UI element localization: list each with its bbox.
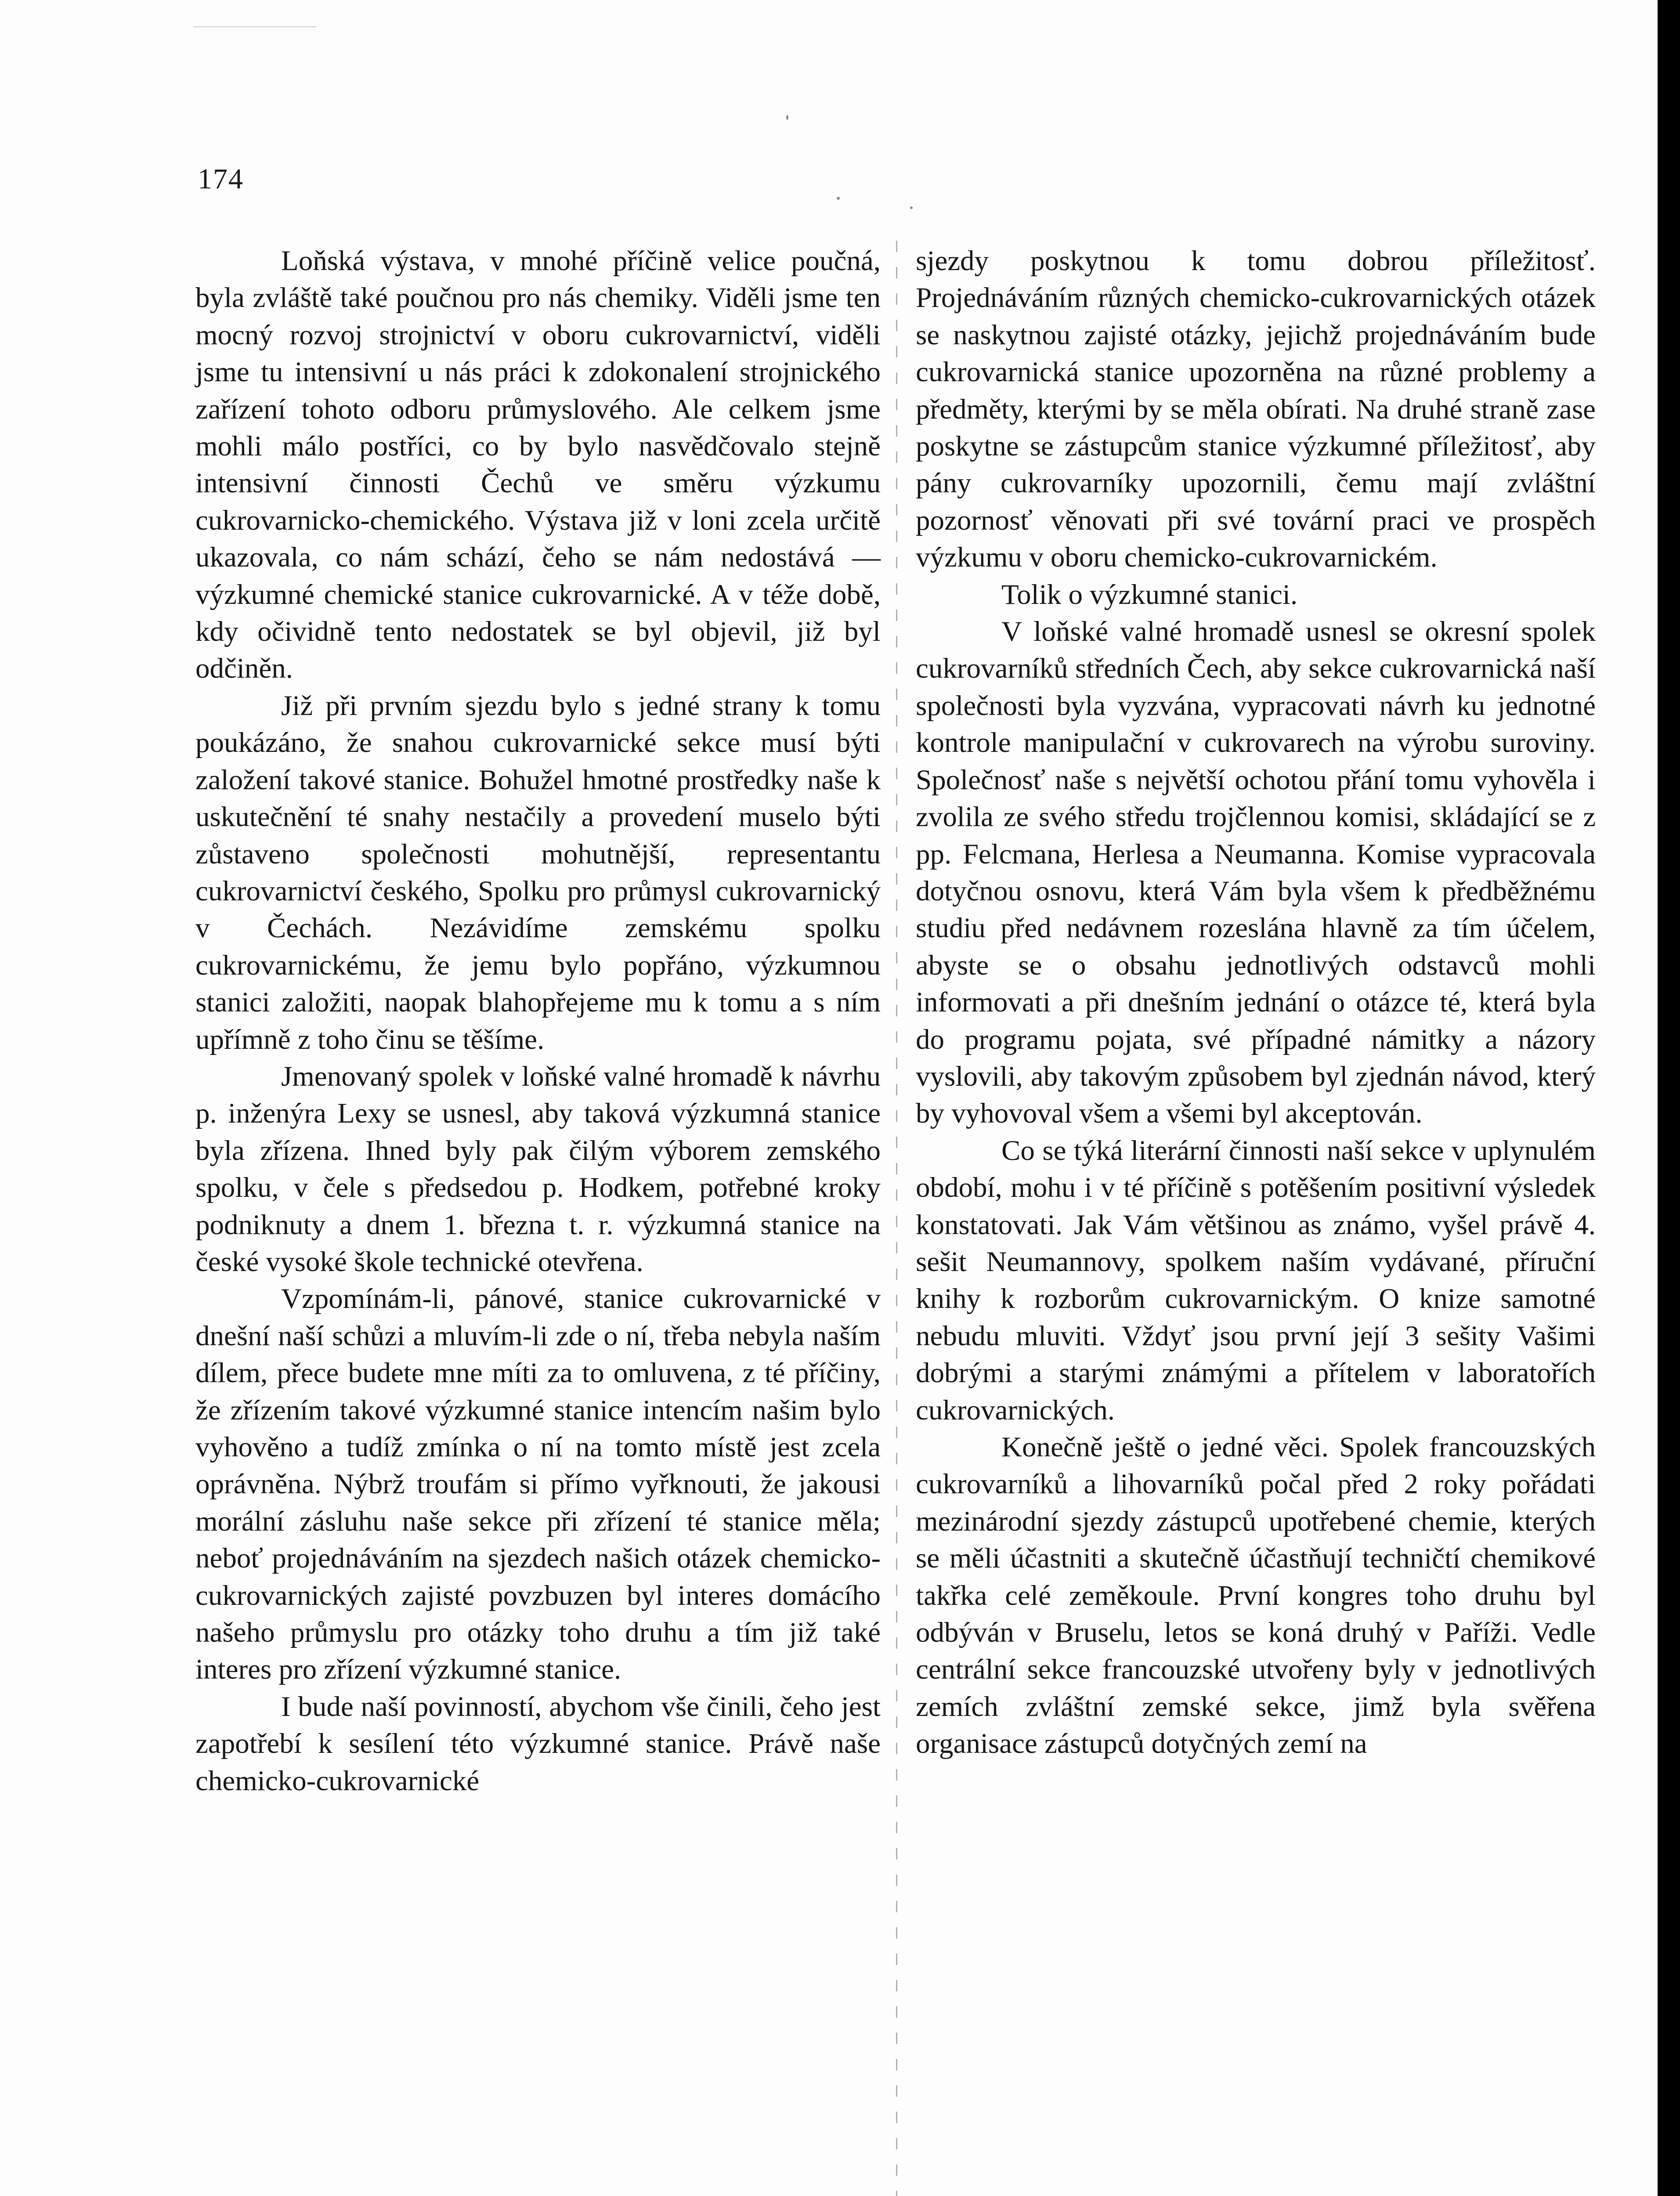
right-column: [916, 242, 1596, 1763]
column-divider: [896, 241, 897, 2196]
left-column: [195, 242, 881, 1799]
scan-speck: [786, 115, 788, 120]
paragraph: Vzpomínám-li, pánové, stanice cukrovarnické v dnešní naší schůzi a mluvím-li zde o ní, třeba nebyla naším dílem, přece budete mne míti za to omluvena, z té příčiny, že zřízením takové výzkumné stanice intencím našim bylo vyhověno a tudíž zmínka o ní na tomto místě jest zcela oprávněna. Nýbrž troufám si přímo vyřknouti, že jakousi morální zásluhu naše sekce při zřízení té stanice měla; neboť projednáváním na sjezdech našich otázek chemicko-cukrovarnických zajisté povzbuzen byl interes domácího našeho průmyslu pro otázky toho druhu a tím již také interes pro zřízení výzkumné stanice.: [195, 1283, 881, 1686]
paragraph-continuation: sjezdy poskytnou k tomu dobrou příležitosť. Projednáváním různých chemicko-cukrovarnických otázek se naskytnou zajisté otázky, jejichž projednáváním bude cukrovarnická stanice upozorněna na různé problemy a předměty, kterými by se měla obírati. Na druhé straně zase poskytne se zástupcům stanice výzkumné příležitosť, aby pány cukrovarníky upozornili, čemu mají zvláštní pozornosť věnovati při své tovární praci ve prospěch výzkumu v oboru chemicko-cukrovarnickém.: [916, 245, 1596, 574]
paragraph: V loňské valné hromadě usnesl se okresní spolek cukrovarníků středních Čech, aby sekce cukrovarnická naší společnosti byla vyzvána, vypracovati návrh ku jednotné kontrole manipulační v cukrovarech na výrobu suroviny. Společnosť naše s největší ochotou přání tomu vyhověla i zvolila ze svého středu trojčlennou komisi, skládající se z pp. Felcmana, Herlesa a Neumanna. Komise vypracovala dotyčnou osnovu, která Vám byla všem k předběžnému studiu před nedávnem rozeslána hlavně za tím účelem, abyste se o obsahu jednotlivých odstavců mohli informovati a při dnešním jednání o otázce té, která byla do programu pojata, své případné námitky a názory vyslovili, aby takovým způsobem byl zjednán návod, který by vyhovoval všem a všemi byl akceptován.: [916, 616, 1596, 1130]
paragraph: I bude naší povinností, abychom vše činili, čeho jest zapotřebí k sesílení této výzkumné stanice. Právě naše chemicko-cukrovarnické: [195, 1690, 881, 1797]
paragraph: Loňská výstava, v mnohé příčině velice poučná, byla zvláště také poučnou pro nás chemiky. Viděli jsme ten mocný rozvoj strojnictví v oboru cukrovarnictví, viděli jsme tu intensivní u nás práci k zdokonalení strojnického zařízení tohoto odboru průmyslového. Ale celkem jsme mohli málo postříci, co by bylo nasvědčovalo stejně intensivní činnosti Čechů ve směru výzkumu cukrovarnicko-chemického. Výstava již v loni zcela určitě ukazovala, co nám schází, čeho se nám nedostává — výzkumné chemické stanice cukrovarnické. A v téže době, kdy očividně tento nedostatek se byl objevil, již byl odčiněn.: [195, 245, 881, 685]
scan-speck: [837, 197, 840, 200]
paragraph: Již při prvním sjezdu bylo s jedné strany k tomu poukázáno, že snahou cukrovarnické sekce musí býti založení takové stanice. Bohužel hmotné prostředky naše k uskutečnění té snahy nestačily a provedení muselo býti zůstaveno společnosti mohutnější, representantu cukrovarnictví českého, Spolku pro průmysl cukrovarnický v Čechách. Nezávidíme zemskému spolku cukrovarnickému, že jemu bylo popřáno, výzkumnou stanici založiti, naopak blahopřejeme mu k tomu a s ním upřímně z toho činu se těšíme.: [195, 690, 881, 1055]
paragraph: Co se týká literární činnosti naší sekce v uplynulém období, mohu i v té příčině s potěšením positivní výsledek konstatovati. Jak Vám většinou as známo, vyšel právě 4. sešit Neumannovy, spolkem naším vydávané, příruční knihy k rozborům cukrovarnickým. O knize samotné nebudu mluviti. Vždyť jsou první její 3 sešity Vašimi dobrými a starými známými a přítelem v laboratořích cukrovarnických.: [916, 1134, 1596, 1426]
paragraph: Tolik o výzkumné stanici.: [1001, 578, 1298, 610]
paragraph: Jmenovaný spolek v loňské valné hromadě k návrhu p. inženýra Lexy se usnesl, aby taková výzkumná stanice byla zřízena. Ihned byly pak čilým výborem zemského spolku, v čele s předsedou p. Hodkem, potřebné kroky podniknuty a dnem 1. března t. r. výzkumná stanice na české vysoké škole technické otevřena.: [195, 1060, 881, 1278]
paragraph: Konečně ještě o jedné věci. Spolek francouzských cukrovarníků a lihovarníků počal před 2 roky pořádati mezinárodní sjezdy zástupců upotřebené chemie, kterých se měli účastniti a skutečně účastňují techničtí chemikové takřka celé zeměkoule. První kongres toho druhu byl odbýván v Bruselu, letos se koná druhý v Paříži. Vedle centrální sekce francouzské utvořeny byly v jednotlivých zemích zvláštní zemské sekce, jimž byla svěřena organisace zástupců dotyčných zemí na: [916, 1431, 1596, 1760]
page-number: 174: [198, 163, 244, 195]
scan-edge-mark: [193, 0, 316, 27]
scan-speck: [910, 206, 913, 209]
